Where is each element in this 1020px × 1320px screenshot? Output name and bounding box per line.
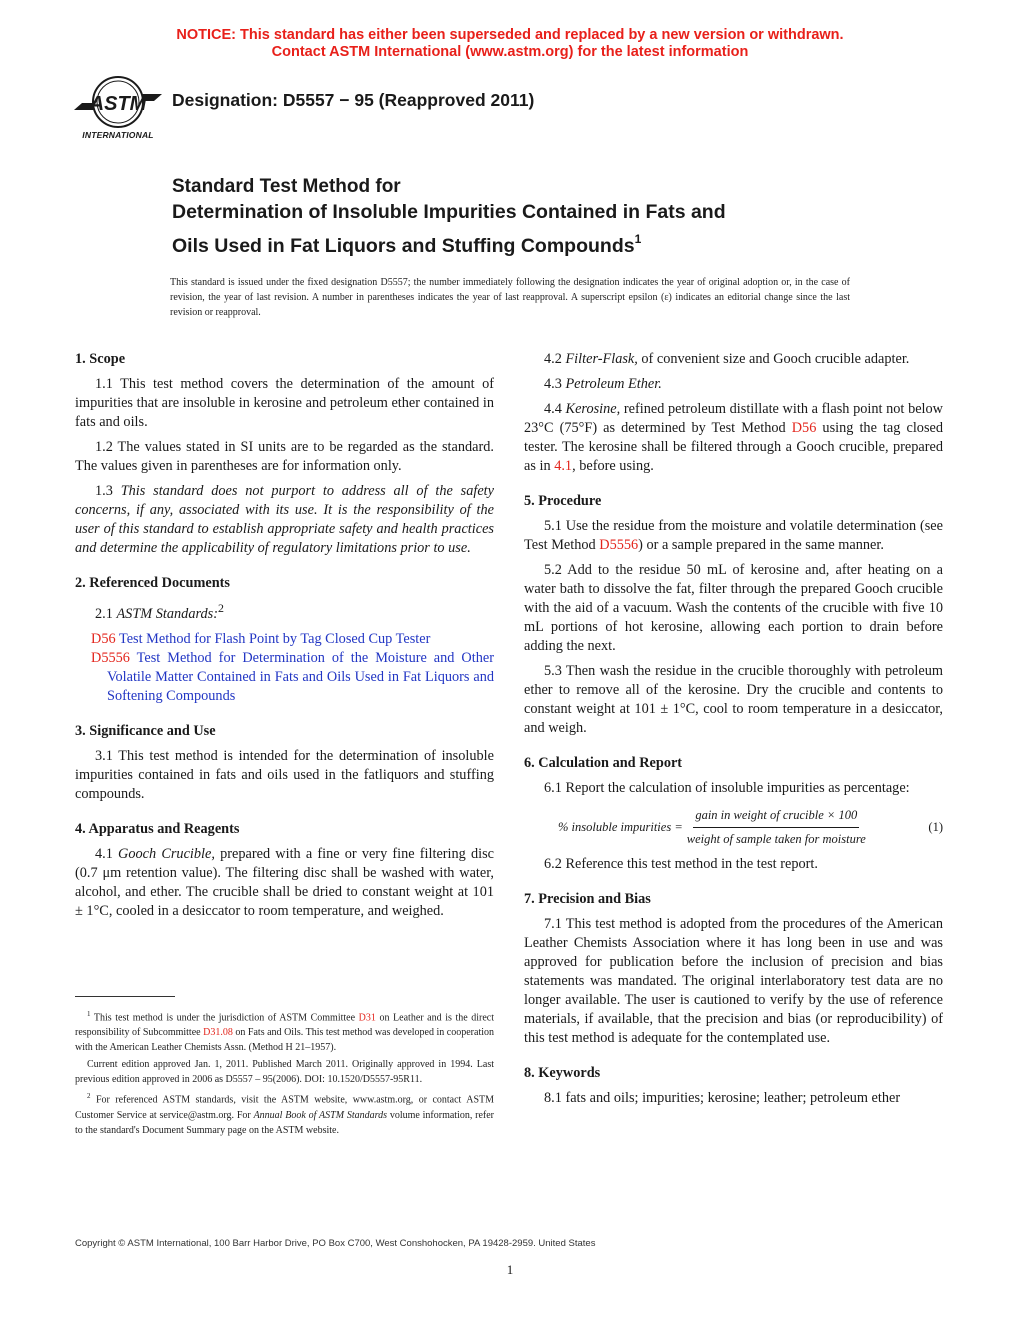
title-line-2-text: Oils Used in Fat Liquors and Stuffing Compounds [172,235,635,257]
apparatus-4-4-term: Kerosine, [565,401,621,417]
footnote-1-committee-link[interactable]: D31 [358,1012,376,1024]
apparatus-4-1-num: 4.1 [95,845,113,862]
apparatus-4-4-text-a: refined petroleum distillate with a flash point not below 23°C (75°F) as determined by Test Method [524,401,944,436]
footnote-1-text-c: on Fats and Oils. This test method was developed in cooperation with the American Leather Chemists Assn. (Method H 21–1957). [75,1027,495,1054]
apparatus-4-1-text: prepared with a fine or very fine filtering disc (0.7 μm retention value). The filtering disc shall be washed with water, alcohol, and ether. The crucible shall be dried to constant weight at 101 ± 1°C, cooled in a desiccator to room temperature, and weighed. [75,845,495,919]
refs-2-1 [75,599,494,624]
procedure-5-2: 5.2 Add to the residue 50 mL of kerosine and, after heating on a water bath to dissolve the fat, filter through the prepared Gooch crucible with the aid of a vacuum. Wash the contents of the crucible with five 10 mL portions of hot kerosine, allowing each portion to drain before adding the next. [524,562,943,654]
ref-d5556-code[interactable]: D5556 [91,649,130,666]
procedure-5-1 [524,517,943,555]
logo-international-text: INTERNATIONAL [82,130,154,140]
svg-text:ASTM: ASTM [89,93,147,115]
right-column [524,350,943,1114]
refs-heading: 2. Referenced Documents [75,575,230,591]
title-footnote-mark: 1 [634,232,642,246]
apparatus-4-4-section-link[interactable]: 4.1 [554,458,573,474]
equation-numerator: gain in weight of crucible × 100 [693,806,859,828]
apparatus-4-2-term: Filter-Flask, [565,351,638,367]
footnote-2-italic: Annual Book of ASTM Standards [253,1109,388,1121]
ref-d5556-title[interactable]: Test Method for Determination of the Moisture and Other Volatile Matter Contained in Fats and Oils Used in Fat Liquors and Softening Compounds [107,649,494,704]
precision-heading: 7. Precision and Bias [524,891,651,907]
document-title [172,175,892,260]
scope-heading: 1. Scope [75,351,126,367]
refs-2-1-label: ASTM Standards: [116,605,218,622]
apparatus-4-1 [75,845,494,921]
equation-1 [524,806,943,849]
apparatus-heading: 4. Apparatus and Reagents [75,820,240,837]
refs-2-1-num: 2.1 [95,605,113,622]
significance-heading: 3. Significance and Use [75,722,216,739]
procedure-5-1-d5556-link[interactable]: D5556 [599,537,639,553]
apparatus-4-4-num: 4.4 [544,401,562,417]
scope-1-3-num: 1.3 [95,483,113,499]
title-prefix: Standard Test Method for [172,176,401,197]
apparatus-4-2-text: of convenient size and Gooch crucible adapter. [641,351,910,367]
ref-d5556[interactable] [75,649,494,706]
ref-d56-title[interactable]: Test Method for Flash Point by Tag Closed Cup Tester [118,630,431,647]
apparatus-4-4-d56-link[interactable]: D56 [791,420,817,436]
astm-logo [72,73,164,145]
ref-d56-code[interactable]: D56 [91,630,116,647]
superseded-notice [0,27,1020,61]
page-number: 1 [506,1262,514,1277]
apparatus-4-2 [524,350,943,369]
equation-number: (1) [928,820,943,834]
refs-2-1-sup: 2 [218,601,224,615]
left-column [75,350,494,927]
astm-logo-icon [72,73,164,131]
precision-7-1: 7.1 This test method is adopted from the procedures of the American Leather Chemists Association where it has long been in use and was approved for publication before the inclusion of precision and bias statements was mandated. The original interlaboratory test data are no longer available. The user is cautioned to verify by the use of reference materials, if available, that the precision and bias (or reproducibility) of this test method is adequate for the contemplated use. [524,916,943,1046]
procedure-5-1-text-a: 5.1 Use the residue from the moisture and volatile determination (see Test Method [524,518,943,553]
procedure-5-1-text-b: ) or a sample prepared in the same manner. [638,537,884,553]
calculation-6-1: 6.1 Report the calculation of insoluble impurities as percentage: [544,780,910,796]
footnote-1 [75,1007,494,1055]
footnote-2-text-a: For referenced ASTM standards, visit the ASTM website, www.astm.org, or contact ASTM Customer Service at service@astm.org. For [75,1094,495,1121]
footnote-2-text-b: volume information, refer to the standard's Document Summary page on the ASTM website. [75,1109,495,1136]
title-line-1: Determination of Insoluble Impurities Contained in Fats and [172,201,726,223]
keywords-heading: 8. Keywords [524,1065,601,1081]
copyright-line: Copyright © ASTM International, 100 Barr Harbor Drive, PO Box C700, West Conshohocken, PA 19428-2959. United States [75,1238,596,1249]
footnote-1-text-b: on Leather and is the direct responsibility of Subcommittee [75,1012,495,1039]
apparatus-4-4-text-c: , before using. [572,458,654,474]
issuance-statement: This standard is issued under the fixed designation D5557; the number immediately following the designation indicates the year of original adoption or, in the case of revision, the year of last revision. A number in parentheses indicates the year of last reapproval. A superscript epsilon (ε) indicates an editorial change since the last revision or reapproval. [170,277,850,318]
ref-d56[interactable] [75,630,494,649]
equation-lhs: % insoluble impurities = [558,820,683,834]
significance-3-1: 3.1 This test method is intended for the determination of insoluble impurities contained in fats and oils used in the fatliquors and stuffing compounds. [75,747,494,802]
notice-line-2: Contact ASTM International (www.astm.org) for the latest information [271,44,749,60]
scope-1-2: 1.2 The values stated in SI units are to be regarded as the standard. The values given in parentheses are for information only. [75,439,494,474]
apparatus-4-3 [524,375,943,394]
footnote-1-subcommittee-link[interactable]: D31.08 [203,1027,233,1039]
scope-1-3 [75,482,494,558]
equation-denominator: weight of sample taken for moisture [686,832,866,846]
footnote-2-mark: 2 [87,1092,91,1101]
procedure-5-3: 5.3 Then wash the residue in the crucible thoroughly with petroleum ether to remove all of the kerosine. Dry the crucible and contents to constant weight at 101 ± 1°C, cool to room temperature in a desiccator, and weigh. [524,663,943,736]
equation-fraction [687,806,866,849]
designation: Designation: D5557 − 95 (Reapproved 2011) [172,90,535,110]
procedure-heading: 5. Procedure [524,493,602,509]
footnote-2 [75,1089,494,1137]
keywords-8-1: 8.1 fats and oils; impurities; kerosine; leather; petroleum ether [544,1090,901,1106]
footnote-1-text-a: This test method is under the jurisdiction of ASTM Committee [93,1012,356,1024]
scope-1-3-text: This standard does not purport to address all of the safety concerns, if any, associated with its use. It is the responsibility of the user of this standard to establish appropriate safety and health practices and determine the applicability of regulatory limitations prior to use. [75,483,494,556]
title-line-2 [172,226,892,260]
apparatus-4-3-num: 4.3 [544,376,562,392]
apparatus-4-1-term: Gooch Crucible, [118,845,215,862]
scope-1-1: 1.1 This test method covers the determination of the amount of impurities that are insoluble in kerosine and petroleum ether contained in fats and oils. [75,376,494,430]
apparatus-4-4 [524,400,943,476]
calculation-heading: 6. Calculation and Report [524,755,683,771]
footnote-1-edition: Current edition approved Jan. 1, 2011. Published March 2011. Originally approved in 1994. Last previous edition approved in 2006 as D5557 – 95(2006). DOI: 10.1520/D5557-95R11. [75,1059,494,1086]
calculation-6-2: 6.2 Reference this test method in the test report. [544,856,818,872]
apparatus-4-3-term: Petroleum Ether. [565,376,662,392]
footnote-1-mark: 1 [87,1010,91,1018]
apparatus-4-4-text-b: using the tag closed tester. The kerosine shall be filtered through a Gooch crucible, prepared as in [524,420,944,474]
footnotes [75,1007,494,1140]
notice-line-1: NOTICE: This standard has either been superseded and replaced by a new version or withdrawn. [176,27,844,43]
footnote-divider [75,996,175,997]
apparatus-4-2-num: 4.2 [544,351,562,367]
